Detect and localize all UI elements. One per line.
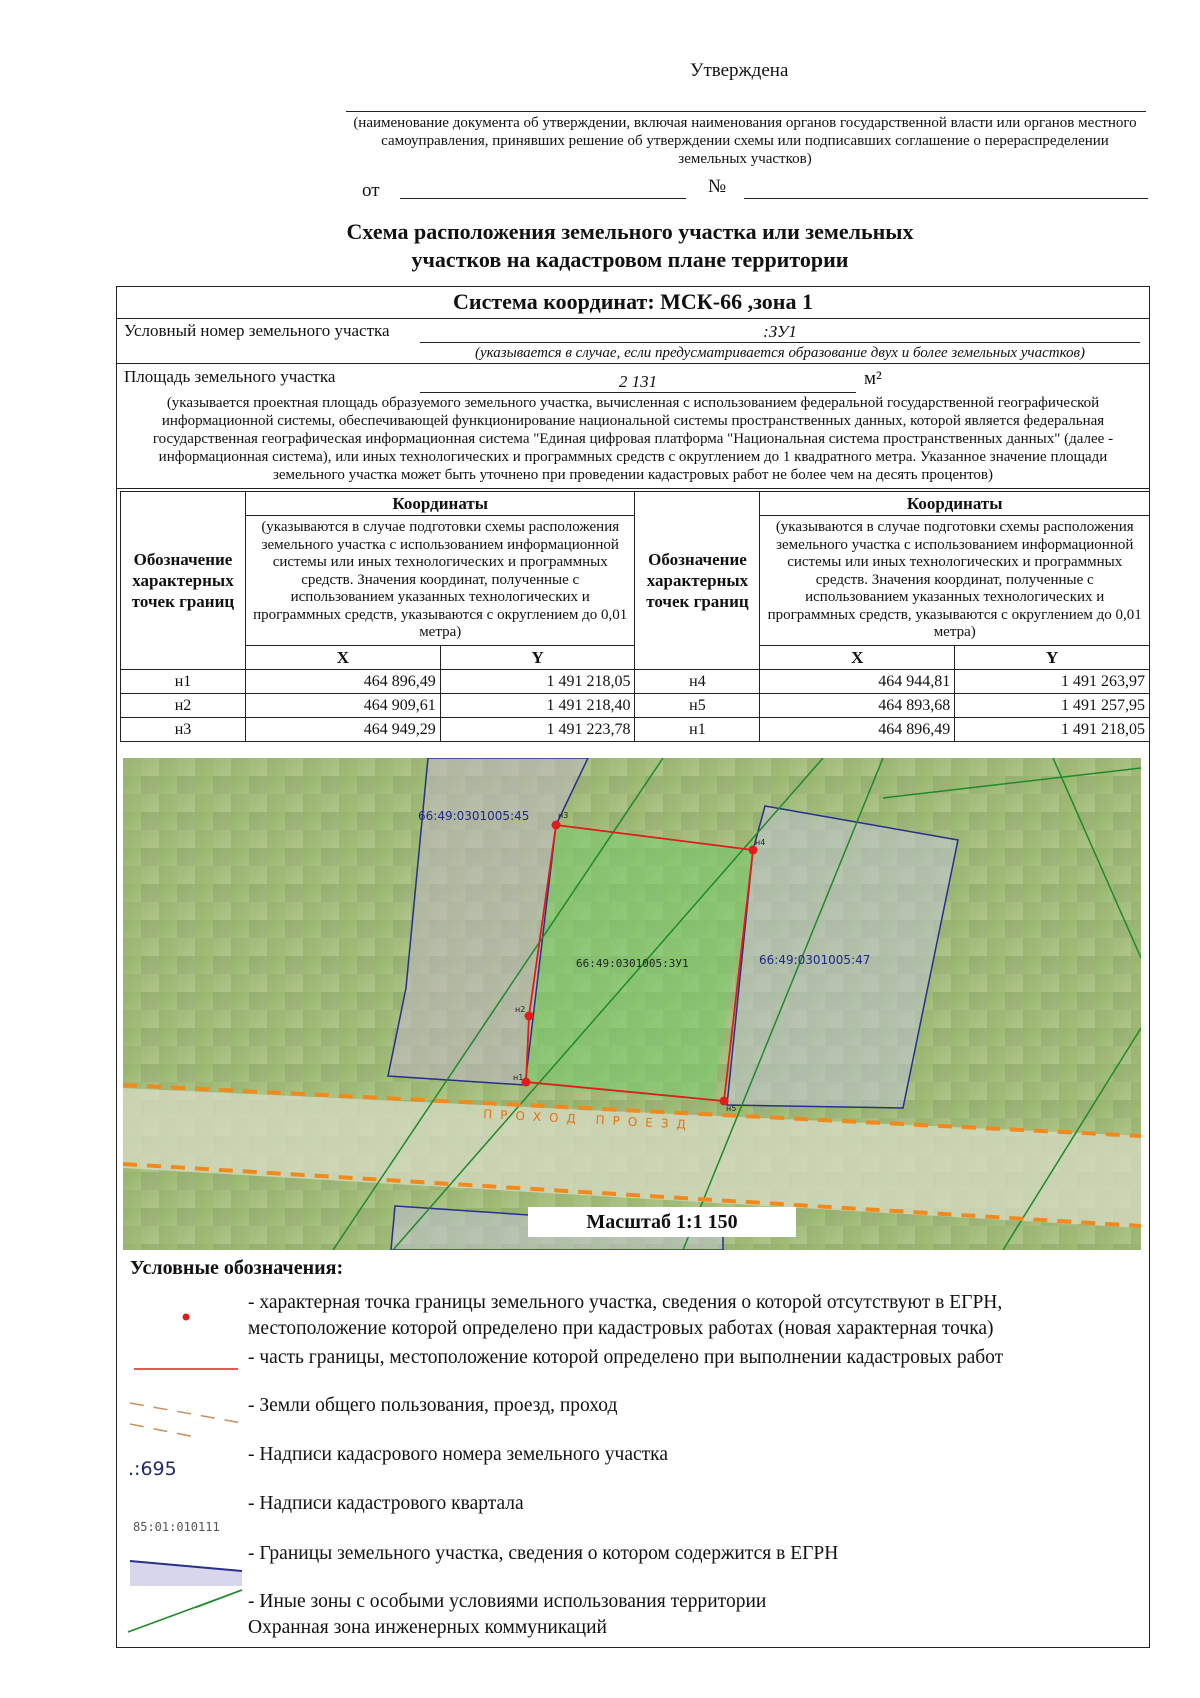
- legend-parcel-label-sample: .:695: [128, 1458, 177, 1480]
- coordinates-table: [120, 491, 1150, 742]
- coords-note: (указываются в случае подготовки схемы расположения земельного участка с использованием информационной системы или иных технологических и программных средств. Значения координат, полученные с использованием указанных технологических и программных средств, указываются с округлением до 0,01 метра): [245, 516, 635, 646]
- col-coords-header: Координаты: [245, 492, 635, 516]
- col-points-header: Обозначение характерных точек границ: [121, 492, 246, 670]
- y-value: 1 491 218,05: [440, 670, 635, 694]
- y-value: 1 491 263,97: [955, 670, 1150, 694]
- date-line: [400, 198, 686, 199]
- legend-road-icon: [130, 1403, 242, 1438]
- x-value: 464 949,29: [245, 718, 440, 742]
- parcel-number-value: :ЗУ1: [763, 322, 797, 341]
- x-value: 464 896,49: [760, 718, 955, 742]
- table-row: [121, 670, 1150, 694]
- legend-zone-symbol: [124, 1588, 244, 1638]
- legend-item-road: - Земли общего пользования, проезд, проход: [248, 1395, 618, 1416]
- legend-item-boundary: - часть границы, местоположение которой определено при выполнении кадастровых работ: [248, 1347, 1004, 1368]
- legend-item-zone: - Иные зоны с особыми условиями использования территории Охранная зона инженерных коммуникаций: [248, 1591, 767, 1638]
- coord-system-title: Система координат: МСК-66 ,зона 1: [453, 289, 813, 314]
- x-value: 464 909,61: [245, 694, 440, 718]
- legend-item-quarter-label: - Надписи кадастрового квартала: [248, 1493, 524, 1514]
- map-scale: Масштаб 1:1 150: [528, 1207, 796, 1237]
- point-name: н1: [635, 718, 760, 742]
- approve-note: (наименование документа об утверждении, включая наименования органов государственной власти или органов местного самоуправления, принявших решение об утверждении схемы или подписавших соглашение о перераспределении земельных участков): [353, 115, 1137, 167]
- road-label: ПРОХОД ПРОЕЗД: [482, 1107, 695, 1133]
- col-coords-header: Координаты: [760, 492, 1150, 516]
- area-value: 2 131: [618, 372, 658, 391]
- legend-egrn-fill-icon: [130, 1561, 242, 1586]
- legend-item-point: - характерная точка границы земельного участка, сведения о которой отсутствуют в ЕГРН, местоположение которой определено при кадастровых работах (новая характерная точка): [248, 1292, 1003, 1339]
- col-x: X: [245, 646, 440, 670]
- label-n1: н1: [513, 1073, 524, 1082]
- label-n4: н4: [755, 838, 766, 847]
- parcel-number-label: Условный номер земельного участка: [124, 321, 390, 340]
- col-y: Y: [440, 646, 635, 670]
- approve-doc-line: [346, 111, 1146, 112]
- page-title: Схема расположения земельного участка или земельных участков на кадастровом плане территории: [346, 219, 914, 272]
- map-canvas: [123, 758, 1141, 1250]
- legend-item-egrn-boundary: - Границы земельного участка, сведения о котором содержится в ЕГРН: [248, 1543, 839, 1564]
- x-value: 464 896,49: [245, 670, 440, 694]
- new-parcel-label: 66:49:0301005:ЗУ1: [576, 957, 689, 970]
- coords-note: (указываются в случае подготовки схемы расположения земельного участка с использованием информационной системы или иных технологических и программных средств. Значения координат, полученные с использованием указанных технологических и программных средств, указываются с округлением до 0,01 метра): [760, 516, 1150, 646]
- area-unit: м²: [864, 368, 882, 389]
- date-from-label: от: [362, 180, 380, 201]
- table-row: [121, 718, 1150, 742]
- label-n2: н2: [515, 1005, 526, 1014]
- area-note: (указывается проектная площадь образуемого земельного участка, вычисленная с использованием федеральной государственной географической информационной системы, обеспечивающей функционирование национальной системы пространственных данных, которой является федеральная государственная географическая информационная система "Единая цифровая платформа "Национальная система пространственных данных" (далее - информационная система), или иных технологических и программных средств с округлением до 1 квадратного метра. Указанное значение площади земельного участка может быть уточнено при проведении кадастровых работ не более чем на десять процентов): [152, 395, 1114, 483]
- label-n3: н3: [558, 811, 569, 820]
- point-name: н5: [635, 694, 760, 718]
- col-x: X: [760, 646, 955, 670]
- divider: [116, 363, 1150, 364]
- label-n5: н5: [726, 1104, 737, 1113]
- number-line: [744, 198, 1148, 199]
- point-name: н2: [121, 694, 246, 718]
- legend-item-parcel-label: - Надписи кадасрового номера земельного участка: [248, 1444, 669, 1465]
- x-value: 464 944,81: [760, 670, 955, 694]
- point-name: н4: [635, 670, 760, 694]
- col-y: Y: [955, 646, 1150, 670]
- area-label: Площадь земельного участка: [124, 367, 336, 386]
- point-name: н3: [121, 718, 246, 742]
- point-n3: [552, 821, 561, 830]
- legend-point-icon: [183, 1314, 190, 1321]
- legend-quarter-label-sample: 85:01:010111: [133, 1520, 220, 1534]
- cadastral-map: [123, 758, 1141, 1250]
- point-name: н1: [121, 670, 246, 694]
- y-value: 1 491 218,40: [440, 694, 635, 718]
- table-row: [121, 694, 1150, 718]
- parcel-45-label: 66:49:0301005:45: [418, 809, 530, 823]
- y-value: 1 491 223,78: [440, 718, 635, 742]
- y-value: 1 491 257,95: [955, 694, 1150, 718]
- area-line: [420, 392, 856, 393]
- parcel-47-label: 66:49:0301005:47: [759, 953, 871, 967]
- divider: [116, 318, 1150, 319]
- point-n2: [525, 1012, 534, 1021]
- col-points-header: Обозначение характерных точек границ: [635, 492, 760, 670]
- legend-symbols: [124, 1288, 244, 1608]
- parcel-number-line: [420, 342, 1140, 343]
- x-value: 464 893,68: [760, 694, 955, 718]
- divider: [116, 488, 1150, 489]
- number-label: №: [708, 176, 727, 197]
- approved-label: Утверждена: [690, 60, 789, 81]
- y-value: 1 491 218,05: [955, 718, 1150, 742]
- legend-title: Условные обозначения:: [130, 1257, 344, 1279]
- legend-zone-icon: [128, 1590, 242, 1632]
- parcel-number-note: (указывается в случае, если предусматривается образование двух и более земельных участков): [474, 345, 1086, 361]
